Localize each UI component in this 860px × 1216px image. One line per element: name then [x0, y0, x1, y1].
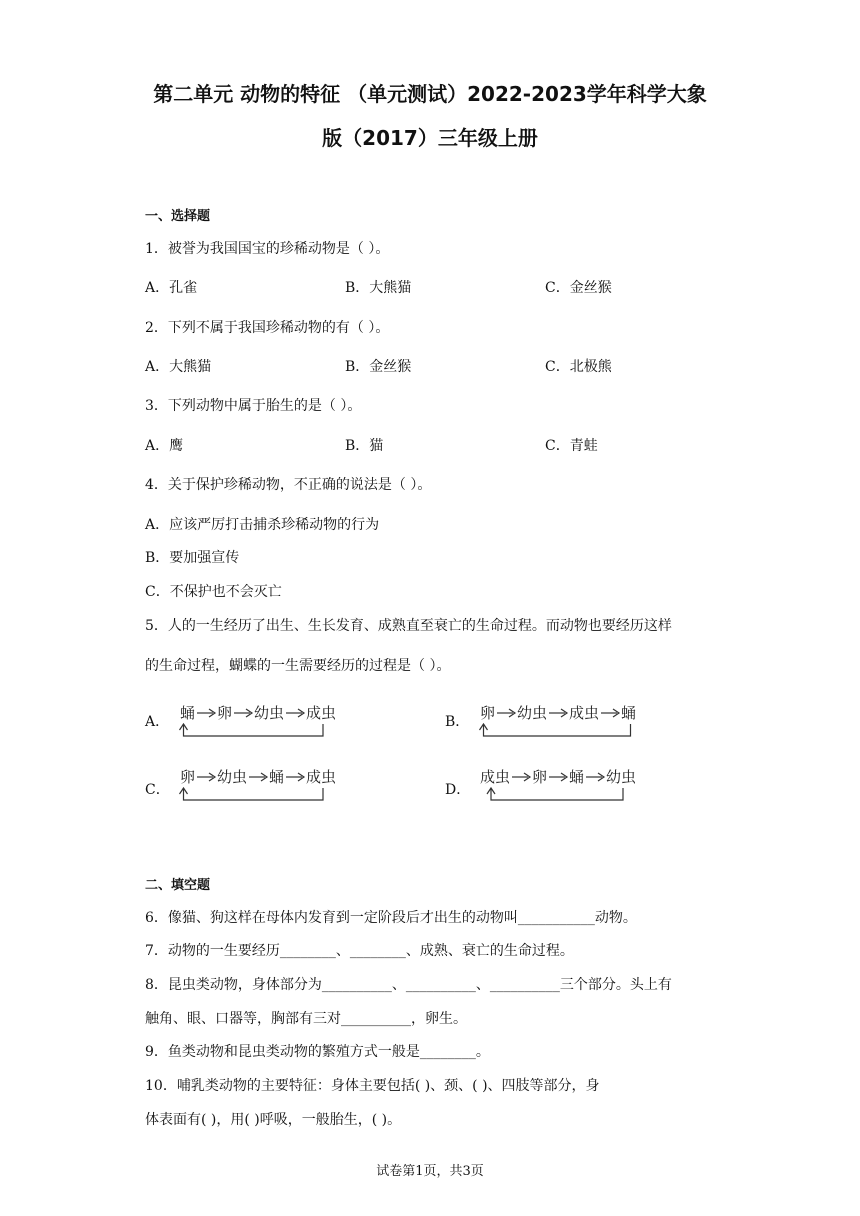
question-1: 1．被誉为我国国宝的珍稀动物是（ ）。 [145, 241, 390, 257]
stage-label: 幼虫 [254, 704, 285, 722]
question-5-line1: 5．人的一生经历了出生、生长发育、成熟直至衰亡的生命过程。而动物也要经历这样 [145, 618, 672, 634]
page-footer: 试卷第1页，共3页 [376, 1164, 484, 1179]
document-title-line2: 版（2017）三年级上册 [322, 126, 538, 150]
stage-label: 蛹 [269, 768, 285, 786]
question-5-line2: 的生命过程，蝴蝶的一生需要经历的过程是（ ）。 [145, 658, 451, 674]
q4-option-b: B．要加强宣传 [145, 550, 240, 566]
stage-label: 成虫 [306, 704, 337, 722]
q2-option-b: B．金丝猴 [345, 359, 412, 375]
q1-option-c: C．金丝猴 [545, 280, 612, 296]
section-heading-choice: 一、选择题 [145, 209, 211, 224]
question-8-line1: 8．昆虫类动物，身体部分为__________、__________、__________三个部分。头上有 [145, 977, 672, 993]
question-7: 7．动物的一生要经历________、________、成熟、衰亡的生命过程。 [145, 943, 574, 959]
question-9: 9．鱼类动物和昆虫类动物的繁殖方式一般是________。 [145, 1044, 490, 1060]
q1-option-b: B．大熊猫 [345, 280, 412, 296]
q4-option-c: C．不保护也不会灭亡 [145, 584, 282, 600]
question-3: 3．下列动物中属于胎生的是（ ）。 [145, 398, 362, 414]
section-heading-fill: 二、填空题 [145, 878, 211, 893]
q2-option-a: A．大熊猫 [145, 359, 212, 375]
stage-label: 成虫 [480, 768, 511, 786]
question-10-line2: 体表面有( )，用( )呼吸，一般胎生，( )。 [145, 1112, 402, 1128]
cycle-return-line [184, 788, 324, 800]
cycle-return-line [184, 724, 324, 736]
stage-label: 幼虫 [517, 704, 548, 722]
question-8-line2: 触角、眼、口器等，胸部有三对__________，卵生。 [145, 1011, 467, 1027]
q5-option-c-diagram [170, 762, 340, 808]
question-4: 4．关于保护珍稀动物，不正确的说法是（ ）。 [145, 477, 432, 493]
stage-label: 蛹 [180, 704, 196, 722]
q5-option-d-diagram [470, 762, 640, 808]
q5-option-b-diagram [470, 698, 640, 744]
cycle-return-line [491, 788, 623, 800]
stage-label: 卵 [480, 704, 496, 722]
stage-label: 幼虫 [217, 768, 248, 786]
q3-option-a: A．鹰 [145, 438, 184, 454]
question-10-line1: 10．哺乳类动物的主要特征：身体主要包括( )、颈、( )、四肢等部分，身 [145, 1078, 600, 1094]
stage-label: 幼虫 [606, 768, 637, 786]
q1-option-a: A．孔雀 [145, 280, 198, 296]
question-2: 2．下列不属于我国珍稀动物的有（ ）。 [145, 320, 390, 336]
stage-label: 蛹 [569, 768, 585, 786]
stage-label: 成虫 [569, 704, 600, 722]
cycle-return-line [484, 724, 631, 736]
stage-label: 卵 [217, 704, 233, 722]
stage-label: 蛹 [621, 704, 637, 722]
q3-option-c: C．青蛙 [545, 438, 598, 454]
stage-label: 卵 [180, 768, 196, 786]
question-6: 6．像猫、狗这样在母体内发育到一定阶段后才出生的动物叫___________动物。 [145, 910, 637, 926]
q3-option-b: B．猫 [345, 438, 384, 454]
stage-label: 成虫 [306, 768, 337, 786]
q5-option-c-label: C． [145, 782, 170, 798]
q5-option-a-label: A． [145, 714, 170, 730]
q5-option-b-label: B． [445, 714, 470, 730]
document-title-line1: 第二单元 动物的特征 （单元测试）2022-2023学年科学大象 [153, 82, 707, 106]
stage-label: 卵 [532, 768, 548, 786]
q5-option-d-label: D． [445, 782, 471, 798]
q5-option-a-diagram [170, 698, 340, 744]
q4-option-a: A．应该严厉打击捕杀珍稀动物的行为 [145, 517, 380, 533]
q2-option-c: C．北极熊 [545, 359, 612, 375]
